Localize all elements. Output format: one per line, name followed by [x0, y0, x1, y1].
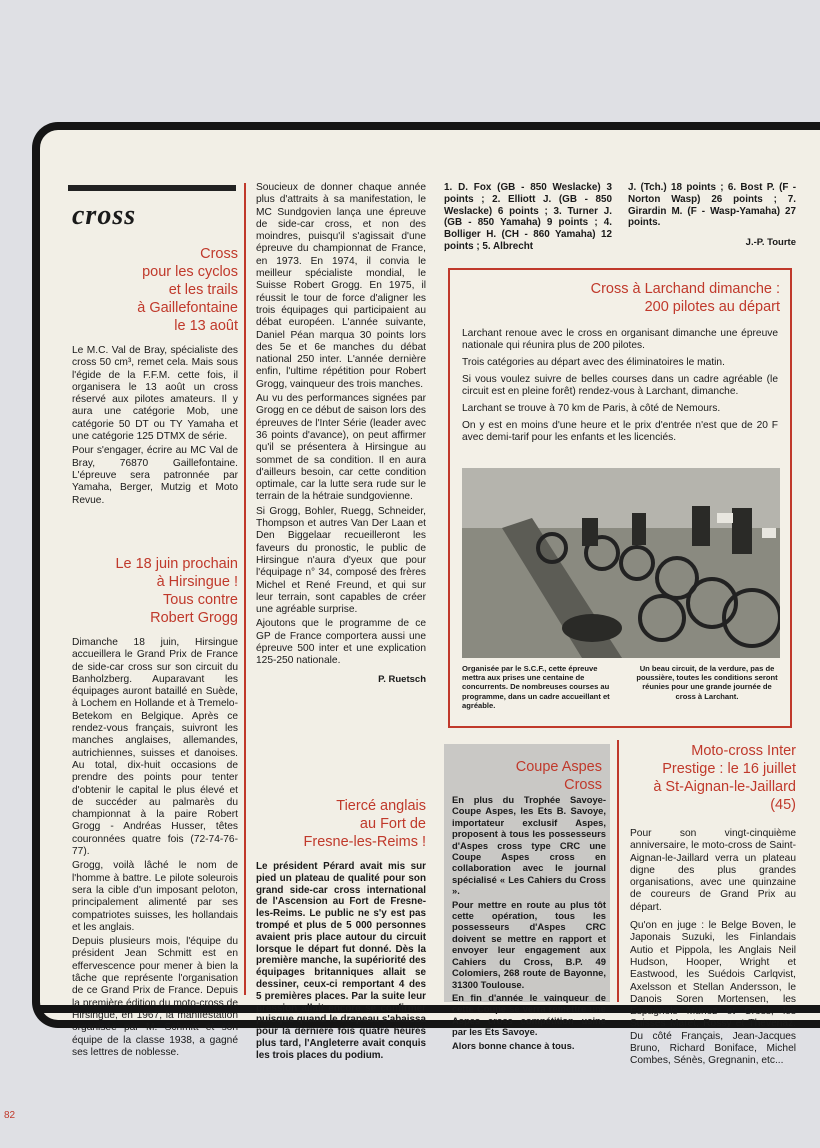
results-text: 1. D. Fox (GB - 850 Weslacke) 3 points ; 2. Elliott J. (GB - 850 Weslacke) 6 points ; 3. Turner J. (GB - 850 Yamaha) 9 points ; 4. Bolliger H. (CH - 860 Yamaha) 12 points ; 5. Albrecht — [444, 182, 612, 252]
signature: J.-P. Tourte — [745, 237, 796, 249]
body-paragraph: Depuis plusieurs mois, l'équipe du président Jean Schmitt est en effervescence pour mener à bien la tâche que représente l'organisation de ce Grand Prix de France. Depuis la première édition du moto-cross de Hirsingue, en 1967, la manifestation organisée par M. Schmitt et son équipe de la classe 1938, a gagné ses lettres de noblesse. — [72, 936, 238, 1058]
body-paragraph: En fin d'année le vainqueur de cette Coupe se verra remettre une Aspes cross compétition usine par les Ets Savoye. — [452, 991, 606, 1038]
aspes-body — [452, 794, 606, 1053]
article-st-aignan — [630, 742, 796, 1070]
headline-aspes — [452, 758, 602, 794]
section-title: cross — [72, 200, 137, 231]
headline-fresne — [256, 797, 426, 851]
headline-line: (45) — [770, 797, 796, 813]
headline-line: et les trails — [168, 282, 238, 298]
article-gaillefontaine — [72, 245, 238, 509]
headline-larchand — [460, 280, 780, 316]
body-paragraph: En plus du Trophée Savoye-Coupe Aspes, les Ets B. Savoye, importateur exclusif Aspes, proposent à tous les possesseurs d'Aspes cross type CRC une Coupe Aspes cross en collaboration avec le journal spécialisé « Les Cahiers du Cross ». — [452, 794, 606, 897]
body-paragraph: Le président Pérard avait mis sur pied un plateau de qualité pour son grand side-car cross international de l'Ascension au Fort de Fresne-les-Reims. Le public ne s'y est pas trompé et plus de 5 000 personnes avaient pris place autour du circuit lorsque le départ fut donné. Dès la première manche, la supériorité des équipages britanniques allait se dessiner, ceux-ci remportant 4 des 5 premières places. Par la suite leur pression allait encore se confirmer puisque quand le drapeau s'abaissa pour la dernière fois quatre heures plus tard, l'Angleterre avait conquis les trois places du podium. — [256, 861, 426, 1061]
headline-line: à St-Aignan-le-Jaillard — [653, 779, 796, 795]
motocross-photo-illustration — [462, 468, 780, 658]
headline-line: Fresne-les-Reims ! — [303, 834, 426, 850]
signature: P. Ruetsch — [378, 673, 426, 685]
headline-line: à Gaillefontaine — [137, 300, 238, 316]
body-paragraph: Au vu des performances signées par Grogg en ce début de saison lors des épreuves de l'Inter Série (leader avec 36 points d'avance), on peut affirmer qu'il se présentera à Hirsingue au sommet de sa condition. Il en aura d'ailleurs besoin, car cette condition optimale, car la lutte sera rude sur le terrain de la hétraie sundgovienne. — [256, 393, 426, 503]
body-paragraph: Pour son vingt-cinquième anniversaire, le moto-cross de Saint-Aignan-le-Jaillard verra un plateau digne des plus grandes organisations, avec une quinzaine de coureurs de Grand Prix au départ. — [630, 828, 796, 913]
headline-line: Tiercé anglais — [336, 798, 426, 814]
body-paragraph: Pour mettre en route au plus tôt cette opération, tous les possesseurs d'Aspes CRC doivent se mettre en rapport et envoyer leur engagement aux Cahiers du Cross, B.P. 49 Colomiers, 268 route de Bayonne, 31300 Toulouse. — [452, 898, 606, 990]
body-paragraph: Si vous voulez suivre de belles courses dans un cadre agréable (le circuit est en pleine forêt) rendez-vous à Larchant, dimanche. — [462, 374, 778, 397]
headline-line: pour les cyclos — [142, 264, 238, 280]
article-hirsingue — [72, 555, 238, 1061]
headline-line: Le 18 juin prochain — [115, 556, 238, 572]
headline-line: Cross à Larchand dimanche : — [590, 281, 780, 297]
article-fresne — [256, 797, 426, 1064]
headline-line: Robert Grogg — [150, 610, 238, 626]
headline-hirsingue — [72, 555, 238, 627]
section-rule — [68, 185, 236, 191]
headline-line: Tous contre — [163, 592, 238, 608]
results-text: J. (Tch.) 18 points ; 6. Bost P. (F - Norton Wasp) 26 points ; 7. Girardin M. (F - Wasp-Yamaha) 27 points. — [628, 182, 796, 229]
photo-motocross-start — [462, 468, 780, 658]
headline-line: Coupe Aspes — [515, 759, 602, 775]
body-paragraph: Grogg, voilà lâché le nom de l'homme à battre. Le pilote soleurois sera la cible d'un imposant peloton, principalement alimenté par ses compatriotes suisses, les hollandais et les anglais. — [72, 860, 238, 933]
headline-line: Cross — [564, 777, 602, 793]
larchand-body — [462, 328, 778, 446]
results-col1 — [444, 182, 612, 255]
headline-line: Moto-cross Inter — [691, 743, 796, 759]
body-paragraph: Si Grogg, Bohler, Ruegg, Schneider, Thompson et autres Van Der Laan et Den Biggelaar recueilleront les faveurs du pronostic, le public de Hirsingue n'aura d'yeux que pour l'équipage n° 34, composé des frères Michel et René Freund, et qui sur leur terrain, sont capables de créer une agréable surprise. — [256, 505, 426, 616]
body-paragraph: Le M.C. Val de Bray, spécialiste des cross 50 cm³, remet cela. Mais sous l'égide de la F.F.M. cette fois, il organisera le 13 août un cross réservé aux pilotes amateurs. Il y aura une catégorie Mob, une catégorie 50 DT ou TY Yamaha et une catégorie 125 DTMX de série. — [72, 345, 238, 443]
results-col2 — [628, 182, 796, 249]
page-number: 82 — [4, 1110, 16, 1121]
body-paragraph: Qu'on en juge : le Belge Boven, le Japonais Suzuki, les Finlandais Autio et Pippola, les Anglais Neil Hudson, Hooper, Wright et Eastwood, les Suédois Carlqvist, Axelsson et Stellan Andersson, le Danois Soren Mortensen, les Espagnols Munoz et Cross, les Suisses Maret, Rossy et Thevenaz. Du côté Français, Jean-Jacques Bruno, Richard Boniface, Michel Combes, Sénès, Gregnanin, etc... — [630, 920, 796, 1067]
aspes-box — [444, 744, 610, 1051]
headline-line: Prestige : le 16 juillet — [662, 761, 796, 777]
article-hirsingue-continued — [256, 182, 426, 686]
headline-gaillefontaine — [72, 245, 238, 335]
headline-line: Cross — [200, 246, 238, 262]
headline-line: au Fort de — [359, 816, 426, 832]
body-paragraph: Trois catégories au départ avec des éliminatoires le matin. — [462, 357, 725, 368]
column-divider — [244, 183, 246, 995]
headline-line: 200 pilotes au départ — [644, 299, 780, 315]
photo-caption-left: Organisée par le S.C.F., cette épreuve mettra aux prises une centaine de concurrents. De nombreuses courses au programme, dans un cadre accueillant et agréable. — [462, 664, 610, 710]
body-paragraph: Pour s'engager, écrire au MC Val de Bray, 76870 Gaillefontaine. L'épreuve sera patronnée par Yamaha, Berger, Mutzig et Moto Revue. — [72, 445, 238, 506]
headline-st-aignan — [630, 742, 796, 814]
larchand-box — [448, 268, 792, 728]
body-paragraph: Ajoutons que le programme de ce GP de France comportera aussi une épreuve 500 inter et une explication 125-250 nationale. — [256, 618, 426, 667]
body-paragraph: Soucieux de donner chaque année plus d'attraits à sa manifestation, le MC Sundgovien lança une épreuve de side-car cross, et non des moindres, puisqu'il s'agissait d'une épreuve du championnat de France, en 1973. En 1974, il convia le meilleur spécialiste mondial, le Suisse Robert Grogg. En 1975, il réussit le tour de force d'aligner les trois équipages qui participaient au débat européen. L'année suivante, Daniel Péan marqua 30 points lors des 5e et 6e manches du débat national 250 inter. L'année dernière enfin, l'ultime répétition pour Robert Grogg, vainqueur des trois manches. — [256, 182, 426, 390]
body-paragraph: Alors bonne chance à tous. — [452, 1039, 575, 1051]
column-divider — [617, 740, 619, 1002]
headline-line: à Hirsingue ! — [156, 574, 238, 590]
photo-caption-right: Un beau circuit, de la verdure, pas de poussière, toutes les conditions seront réunies pour une grande journée de cross à Larchant. — [636, 664, 778, 701]
body-paragraph: Larchant se trouve à 70 km de Paris, à côté de Nemours. — [462, 403, 721, 414]
body-paragraph: Larchant renoue avec le cross en organisant dimanche une épreuve nationale qui réunira plus de 200 pilotes. — [462, 328, 778, 351]
body-paragraph: On y est en moins d'une heure et le prix d'entrée n'est que de 20 F avec demi-tarif pour les enfants et les licenciés. — [462, 420, 778, 443]
body-paragraph: Dimanche 18 juin, Hirsingue accueillera le Grand Prix de France de side-car cross sur son circuit du Banholzberg. Auparavant les équipages auront bataillé en Suède, à Lochem en Hollande et à Tremelo-Betekom en Belgique. Après ce rendez-vous français, suivront les manches anglaises, allemandes, autrichiennes, suisses et danoises. Au total, dix-huit occasions de prendre des points pour tenter d'obtenir le capital le plus élevé et de succéder au palmarès du championnat à la paire Robert Grogg - Andréas Husser, têtes couronnées quatre fois (72-74-76-77). — [72, 637, 238, 858]
headline-line: le 13 août — [174, 318, 238, 334]
